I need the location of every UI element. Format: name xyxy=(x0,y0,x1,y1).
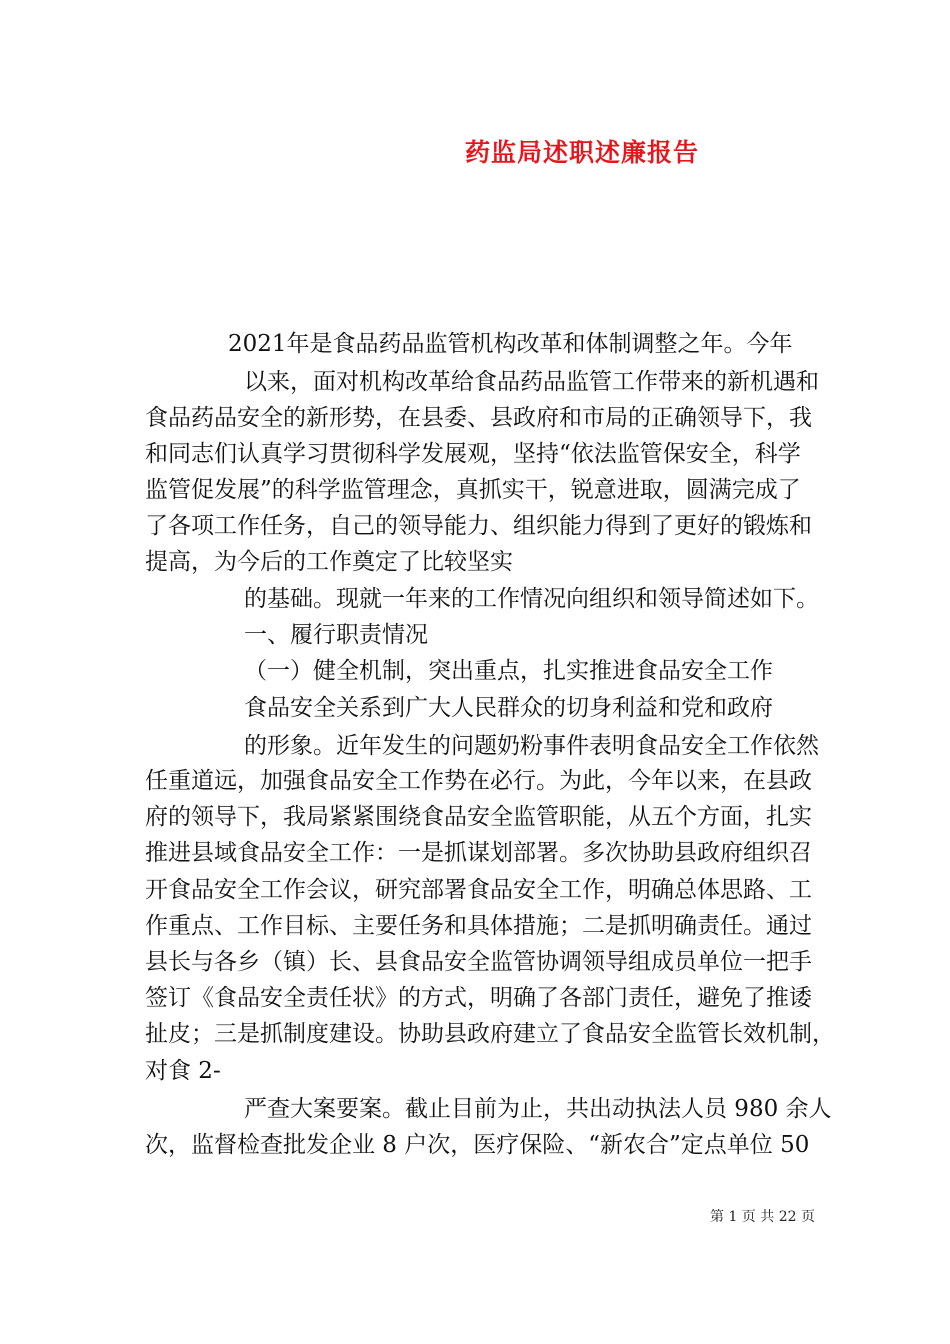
section-heading: 一、履行职责情况 xyxy=(244,622,428,648)
body-line: 严查大案要案。截止目前为止，共出动执法人员 980 余人 xyxy=(244,1096,832,1122)
body-line: 府的领导下，我局紧紧围绕食品安全监管职能，从五个方面，扎实 xyxy=(145,804,812,830)
body-line: 县长与各乡（镇）长、县食品安全监管协调领导组成员单位一把手 xyxy=(145,949,812,975)
body-line: 食品药品安全的新形势，在县委、县政府和市局的正确领导下，我 xyxy=(145,405,812,431)
body-line: 监管促发展”的科学监管理念，真抓实干，锐意进取，圆满完成了 xyxy=(145,477,801,503)
body-line: 的基础。现就一年来的工作情况向组织和领导简述如下。 xyxy=(244,586,819,612)
body-line: 任重道远，加强食品安全工作势在必行。为此，今年以来，在县政 xyxy=(145,768,812,794)
body-line: 开食品安全工作会议，研究部署食品安全工作，明确总体思路、工 xyxy=(145,877,812,903)
body-line: 以来，面对机构改革给食品药品监管工作带来的新机遇和 xyxy=(244,369,819,395)
document-title: 药监局述职述廉报告 xyxy=(464,138,699,167)
body-line: 2021年是食品药品监管机构改革和体制调整之年。今年 xyxy=(228,331,793,357)
body-line: 食品安全关系到广大人民群众的切身利益和党和政府 xyxy=(244,695,773,721)
body-line: 次，监督检查批发企业 8 户次，医疗保险、“新农合”定点单位 50 xyxy=(145,1132,810,1158)
body-line: 推进县域食品安全工作：一是抓谋划部署。多次协助县政府组织召 xyxy=(145,840,812,866)
subsection-heading: （一）健全机制，突出重点，扎实推进食品安全工作 xyxy=(244,658,773,684)
body-line: 扯皮；三是抓制度建设。协助县政府建立了食品安全监管长效机制， xyxy=(145,1021,835,1047)
body-line: 签订《食品安全责任状》的方式，明确了各部门责任，避免了推诿 xyxy=(145,985,812,1011)
body-line: 的形象。近年发生的问题奶粉事件表明食品安全工作依然 xyxy=(244,733,819,759)
body-line: 对食 2- xyxy=(145,1058,221,1084)
body-line: 提高，为今后的工作奠定了比较坚实 xyxy=(145,549,513,575)
body-line: 和同志们认真学习贯彻科学发展观，坚持“依法监管保安全，科学 xyxy=(145,441,801,467)
body-line: 作重点、工作目标、主要任务和具体措施；二是抓明确责任。通过 xyxy=(145,913,812,939)
page-number: 第 1 页 共 22 页 xyxy=(710,1209,815,1225)
body-line: 了各项工作任务，自己的领导能力、组织能力得到了更好的锻炼和 xyxy=(145,513,812,539)
